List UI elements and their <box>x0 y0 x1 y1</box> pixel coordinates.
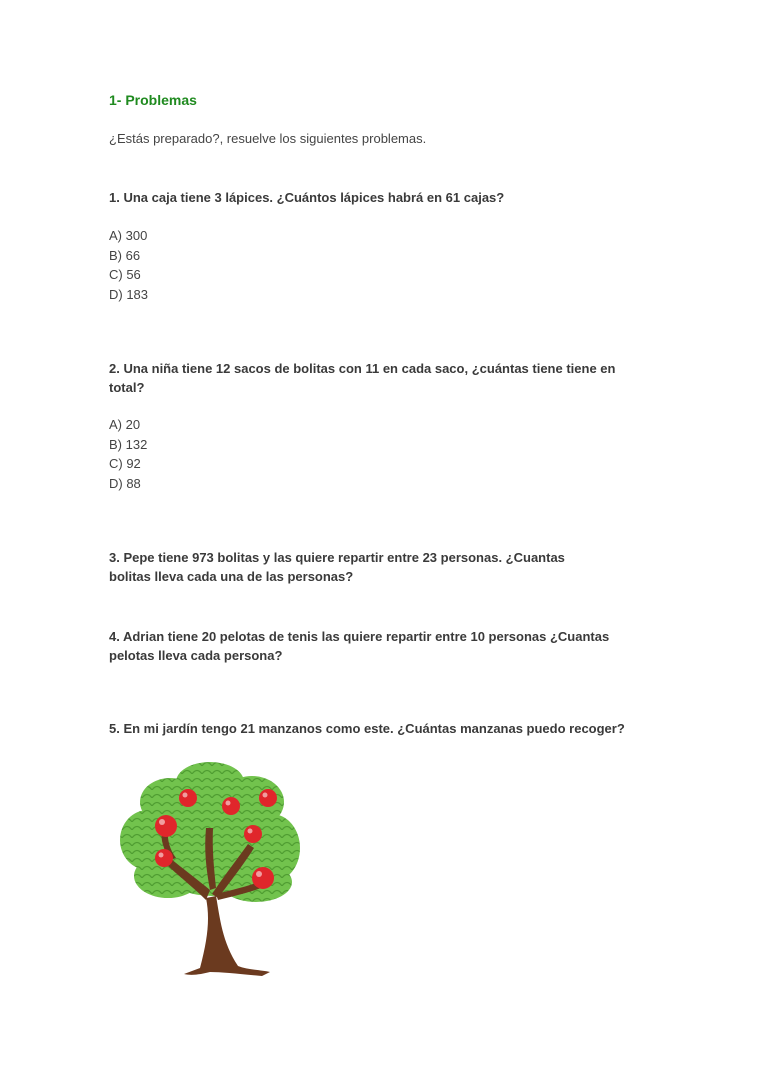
apple-icon <box>259 789 277 807</box>
question-3: 3. Pepe tiene 973 bolitas y las quiere repartir entre 23 personas. ¿Cuantas bolitas lleva cada una de las personas? <box>109 550 565 584</box>
option-b: B) 132 <box>109 436 148 452</box>
question-5: 5. En mi jardín tengo 21 manzanos como este. ¿Cuántas manzanas puedo recoger? <box>109 721 625 736</box>
option-c: C) 56 <box>109 267 141 282</box>
apple-tree-illustration <box>112 758 308 978</box>
apple-icon <box>252 867 274 889</box>
intro-text: ¿Estás preparado?, resuelve los siguientes problemas. <box>109 131 427 146</box>
apple-icon <box>155 849 173 867</box>
question-4: 4. Adrian tiene 20 pelotas de tenis las quiere repartir entre 10 personas ¿Cuantas pelotas lleva cada persona? <box>109 629 610 663</box>
apple-icon <box>244 825 262 843</box>
option-d: D) 183 <box>109 286 149 302</box>
option-d: D) 88 <box>109 475 141 491</box>
option-a: A) 300 <box>109 228 148 243</box>
option-c: C) 92 <box>109 456 141 471</box>
option-a: A) 20 <box>109 417 141 432</box>
section-title: 1- Problemas <box>109 92 197 108</box>
question-1-options <box>109 226 148 304</box>
question-1: 1. Una caja tiene 3 lápices. ¿Cuántos lápices habrá en 61 cajas? <box>109 190 505 205</box>
apple-icon <box>222 797 240 815</box>
apple-icon <box>155 815 177 837</box>
question-2: 2. Una niña tiene 12 sacos de bolitas con 11 en cada saco, ¿cuántas tiene tiene en total? <box>109 361 616 395</box>
question-2-options <box>109 415 147 493</box>
apple-icon <box>179 789 197 807</box>
option-b: B) 66 <box>109 247 141 263</box>
